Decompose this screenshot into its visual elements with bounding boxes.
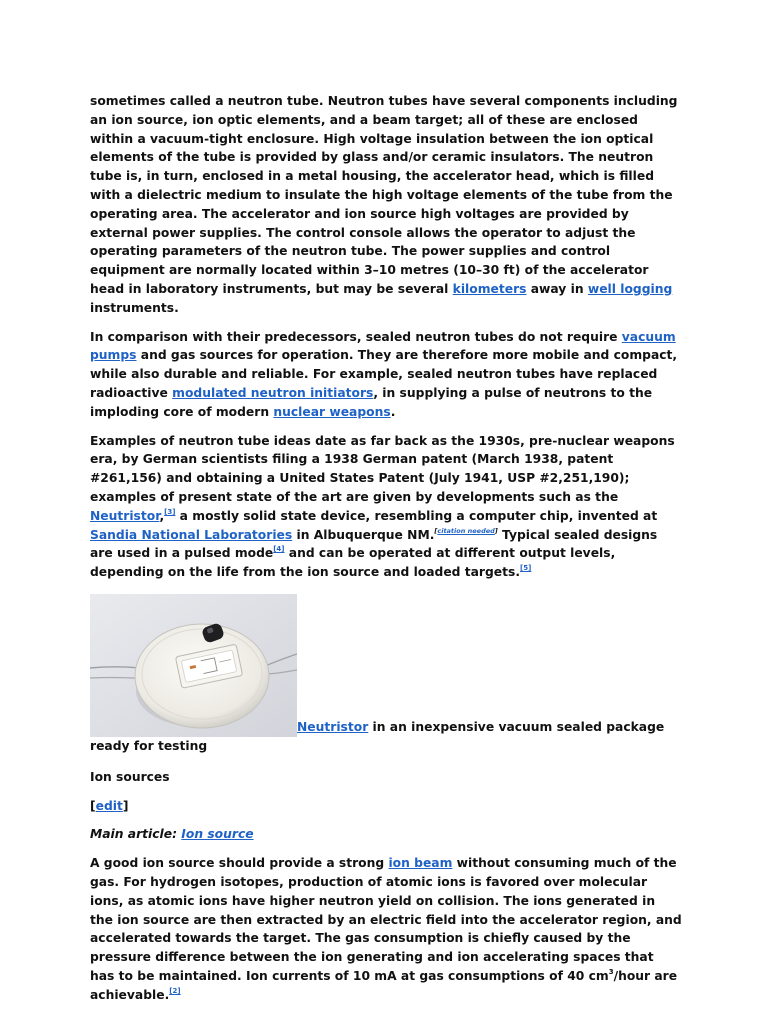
paragraph-ion-sources: A good ion source should provide a strong ion beam without consuming much of the gas. For hydrogen isotopes, production of atomic ions is favored over molecular ions, as atomic ions have higher neutron yield on collision. The ions generated in the ion source are then extracted by an electric field into the accelerator region, and accelerated towards the target. The gas consumption is chiefly caused by the pressure difference between the ion generating and ion accelerating spaces that has to be maintained. Ion currents of 10 mA at gas consumptions of 40 $cm^3$/hour are achievable.[2] bbox=[90, 856, 682, 1002]
reference-4[interactable]: [4] bbox=[273, 545, 285, 554]
link-vacuum-pumps[interactable]: vacuum pumps bbox=[90, 329, 676, 363]
link-neutristor[interactable]: Neutristor bbox=[90, 508, 160, 523]
citation-needed: [citation needed] bbox=[434, 526, 498, 535]
section-heading-ion-sources: Ion sources bbox=[90, 769, 170, 784]
link-ion-source[interactable]: Ion source bbox=[181, 827, 254, 842]
figure-neutristor bbox=[90, 594, 682, 756]
neutristor-photo[interactable] bbox=[90, 594, 297, 737]
edit-section: [edit] bbox=[90, 798, 129, 813]
edit-link[interactable]: edit bbox=[95, 798, 123, 813]
link-ion-beam[interactable]: ion beam bbox=[388, 856, 453, 871]
link-nuclear-weapons[interactable]: nuclear weapons bbox=[273, 404, 391, 419]
reference-3[interactable]: [3] bbox=[164, 507, 176, 516]
link-modulated-neutron-initiators[interactable]: modulated neutron initiators bbox=[172, 385, 374, 400]
main-article-hatnote: Main article: Ion source bbox=[90, 827, 254, 842]
figure-caption: in an inexpensive vacuum sealed package ready for testing bbox=[90, 720, 665, 753]
superscript-3: 3 bbox=[608, 967, 614, 976]
link-kilometers[interactable]: kilometers bbox=[452, 281, 527, 296]
link-well-logging[interactable]: well logging bbox=[587, 281, 673, 296]
reference-2[interactable]: [2] bbox=[169, 986, 181, 995]
citation-needed-link[interactable]: citation needed bbox=[437, 526, 495, 535]
paragraph-history: Examples of neutron tube ideas date as far back as the 1930s, pre-nuclear weapons era, by German scientists filing a 1938 German patent (March 1938, patent #261,156) and obtaining a United States Patent (July 1941, USP #2,251,190); examples of present state of the art are given by developments such as the Neutristor,[3] a mostly solid state device, resembling a computer chip, invented at Sandia National Laboratories in Albuquerque NM.[citation needed] Typical sealed designs are used in a pulsed mode[4] and can be operated at different output levels, depending on the life from the ion source and loaded targets.[5] bbox=[90, 433, 675, 580]
paragraph-neutron-tube: sometimes called a neutron tube. Neutron tubes have several components including an ion source, ion optic elements, and a beam target; all of these are enclosed within a vacuum-tight enclosure. High voltage insulation between the ion optical elements of the tube is provided by glass and/or ceramic insulators. The neutron tube is, in turn, enclosed in a metal housing, the accelerator head, which is filled with a dielectric medium to insulate the high voltage elements of the tube from the operating area. The accelerator and ion source high voltages are provided by external power supplies. The control console allows the operator to adjust the operating parameters of the neutron tube. The power supplies and control equipment are normally located within 3–10 metres (10–30 ft) of the accelerator head in laboratory instruments, but may be several kilometers away in well logging instruments. bbox=[90, 94, 678, 315]
paragraph-sealed-tubes: In comparison with their predecessors, sealed neutron tubes do not require vacuum pumps and gas sources for operation. They are therefore more mobile and compact, while also durable and reliable. For example, sealed neutron tubes have replaced radioactive modulated neutron initiators, in supplying a pulse of neutrons to the imploding core of modern nuclear weapons. bbox=[90, 329, 678, 419]
article-body bbox=[90, 92, 682, 1014]
figure-caption-link[interactable]: Neutristor bbox=[297, 720, 369, 735]
link-sandia-national-laboratories[interactable]: Sandia National Laboratories bbox=[90, 527, 293, 542]
reference-5[interactable]: [5] bbox=[520, 564, 532, 573]
